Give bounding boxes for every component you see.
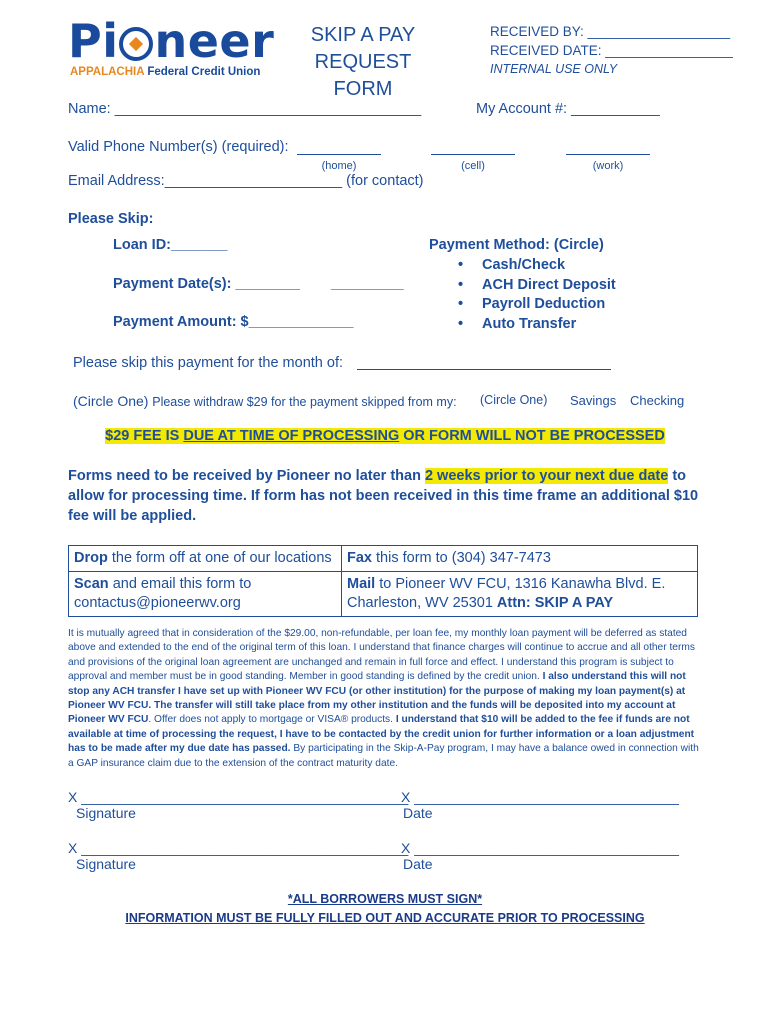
mail-line-2: Charleston, WV 25301 bbox=[347, 595, 497, 611]
method-ach-direct-deposit[interactable]: • ACH Direct Deposit bbox=[456, 276, 616, 296]
signature-line-2[interactable]: X __________________________________________ bbox=[68, 840, 409, 856]
fax-bold: Fax bbox=[347, 550, 372, 566]
received-by-field[interactable]: RECEIVED BY: ___________________ bbox=[490, 24, 731, 39]
date-label-2: Date bbox=[403, 856, 433, 872]
submission-options-table bbox=[68, 545, 698, 617]
logo-text-after: neer bbox=[154, 14, 275, 68]
notice-highlight: 2 weeks prior to your next due date bbox=[424, 468, 669, 484]
notice-part-2: to allow for processing time. If form has not been received in this time frame an additional $10 fee will be applied. bbox=[68, 468, 699, 524]
signature-label-1: Signature bbox=[76, 805, 136, 821]
mail-rest: to Pioneer WV FCU, 1316 Kanawha Blvd. E. bbox=[375, 576, 666, 592]
fee-notice-text bbox=[105, 428, 665, 444]
drop-rest: the form off at one of our locations bbox=[107, 550, 332, 566]
footer-notice bbox=[0, 890, 770, 928]
skip-month-label: Please skip this payment for the month of: bbox=[73, 355, 343, 371]
please-skip-heading: Please Skip: bbox=[68, 211, 154, 227]
terms-part-2: . Offer does not apply to mortgage or VISA® products. bbox=[148, 714, 396, 726]
payment-date-2-field[interactable]: _________ bbox=[331, 276, 404, 292]
signature-label-2: Signature bbox=[76, 856, 136, 872]
received-date-field[interactable]: RECEIVED DATE: _________________ bbox=[490, 43, 733, 58]
loan-id-field[interactable]: Loan ID:_______ bbox=[113, 237, 228, 253]
drop-option-cell bbox=[69, 546, 342, 572]
phone-label: Valid Phone Number(s) (required): bbox=[68, 139, 289, 155]
scan-bold: Scan bbox=[74, 576, 109, 592]
footer-line-1: *ALL BORROWERS MUST SIGN* bbox=[287, 892, 483, 906]
logo-sub-appalachia: APPALACHIA bbox=[70, 66, 145, 78]
fax-rest: this form to (304) 347-7473 bbox=[372, 550, 551, 566]
processing-time-notice bbox=[68, 466, 708, 526]
terms-bold-2: I understand that $10 will be added to the fee if funds are not available at time of processing the request, I have to be contacted by the credit union for further information or a loan adjustment has to be made after my due date has passed. bbox=[68, 714, 695, 755]
fee-notice bbox=[0, 428, 770, 444]
email-field[interactable] bbox=[68, 173, 424, 189]
title-line-1: SKIP A PAY bbox=[310, 24, 416, 46]
payment-amount-field[interactable]: Payment Amount: $_____________ bbox=[113, 314, 354, 330]
mail-option-cell bbox=[342, 572, 698, 617]
terms-part-1: It is mutually agreed that in consideration of the $29.00, non-refundable, per loan fee, my monthly loan payment will be deferred as stated above and extended to the end of the original term of this loan. I understand that finance charges will continue to accrue and all other terms and provisions of the original loan agreement are unchanged and remain in full force and effect. I understand this program is subject to approval and member must be in good standing. Member in good standing is defined by the credit union. bbox=[68, 628, 695, 683]
withdraw-circle-one: (Circle One) bbox=[73, 393, 149, 409]
withdraw-circle-one-2: (Circle One) bbox=[480, 393, 548, 407]
credit-union-logo bbox=[68, 16, 274, 66]
mail-bold: Mail bbox=[347, 576, 376, 592]
fee-part-2: DUE AT TIME OF PROCESSING bbox=[183, 428, 400, 444]
terms-paragraph bbox=[68, 627, 704, 771]
date-line-2[interactable]: X __________________________________ bbox=[401, 840, 679, 856]
internal-use-label: INTERNAL USE ONLY bbox=[490, 62, 618, 76]
date-label-1: Date bbox=[403, 805, 433, 821]
phone-work-field[interactable] bbox=[566, 140, 650, 172]
scan-rest: and email this form to bbox=[108, 576, 252, 592]
phone-cell-field[interactable] bbox=[431, 140, 515, 172]
date-line-1[interactable]: X __________________________________ bbox=[401, 789, 679, 805]
payment-method-heading: Payment Method: (Circle) bbox=[429, 237, 604, 253]
skip-month-field[interactable] bbox=[357, 355, 611, 375]
withdraw-line bbox=[73, 393, 457, 409]
terms-bold-1: I also understand this will not stop any ACH transfer I have set up with Pioneer WV FCU (or other institution) for the purpose of making my loan payment(s) at Pioneer WV FCU. The transfer will still take place from my other institution and the funds will be deposited into my account at Pioneer WV FCU bbox=[68, 671, 686, 726]
phone-work-label: (work) bbox=[592, 160, 624, 172]
fax-option-cell bbox=[342, 546, 698, 572]
email-note: (for contact) bbox=[346, 173, 424, 189]
compass-logo-icon bbox=[119, 27, 153, 61]
phone-cell-label: (cell) bbox=[461, 160, 485, 172]
withdraw-savings-option[interactable]: Savings bbox=[570, 393, 617, 408]
terms-part-3: By participating in the Skip-A-Pay program, I may have a balance owed in connection with a GAP insurance claim due to the extension of the contract maturity date. bbox=[68, 743, 699, 769]
fee-part-3: OR FORM WILL NOT BE PROCESSED bbox=[399, 428, 665, 444]
payment-method-list bbox=[456, 256, 616, 334]
logo-sub-rest: Federal Credit Union bbox=[147, 66, 261, 78]
internal-use-block bbox=[490, 22, 733, 79]
form-title bbox=[288, 22, 438, 103]
method-auto-transfer[interactable]: • Auto Transfer bbox=[456, 315, 616, 335]
payment-dates-field[interactable]: Payment Date(s): ________ bbox=[113, 276, 300, 292]
footer-line-2: INFORMATION MUST BE FULLY FILLED OUT AND ACCURATE PRIOR TO PROCESSING bbox=[125, 911, 645, 925]
phone-home-label: (home) bbox=[321, 160, 357, 172]
notice-part-1: Forms need to be received by Pioneer no later than bbox=[68, 468, 425, 484]
withdraw-checking-option[interactable]: Checking bbox=[630, 393, 685, 408]
signature-line-1[interactable]: X __________________________________________ bbox=[68, 789, 409, 805]
withdraw-text: Please withdraw $29 for the payment skipped from my: bbox=[152, 395, 457, 409]
logo-text-before: Pi bbox=[68, 14, 119, 68]
scan-option-cell bbox=[69, 572, 342, 617]
method-cash-check[interactable]: • Cash/Check bbox=[456, 256, 616, 276]
title-line-2: REQUEST FORM bbox=[314, 51, 412, 100]
logo-subtitle bbox=[70, 66, 260, 78]
fee-part-1: $29 FEE IS bbox=[105, 428, 184, 444]
phone-home-field[interactable] bbox=[297, 140, 381, 172]
email-label: Email Address:______________________ bbox=[68, 173, 343, 189]
method-payroll-deduction[interactable]: • Payroll Deduction bbox=[456, 295, 616, 315]
drop-bold: Drop bbox=[74, 550, 108, 566]
account-number-field[interactable]: My Account #: ___________ bbox=[476, 101, 660, 117]
name-field[interactable]: Name: ______________________________________ bbox=[68, 101, 422, 117]
mail-attn: Attn: SKIP A PAY bbox=[496, 595, 614, 611]
contact-email-link[interactable]: contactus@pioneerwv.org bbox=[74, 595, 241, 611]
